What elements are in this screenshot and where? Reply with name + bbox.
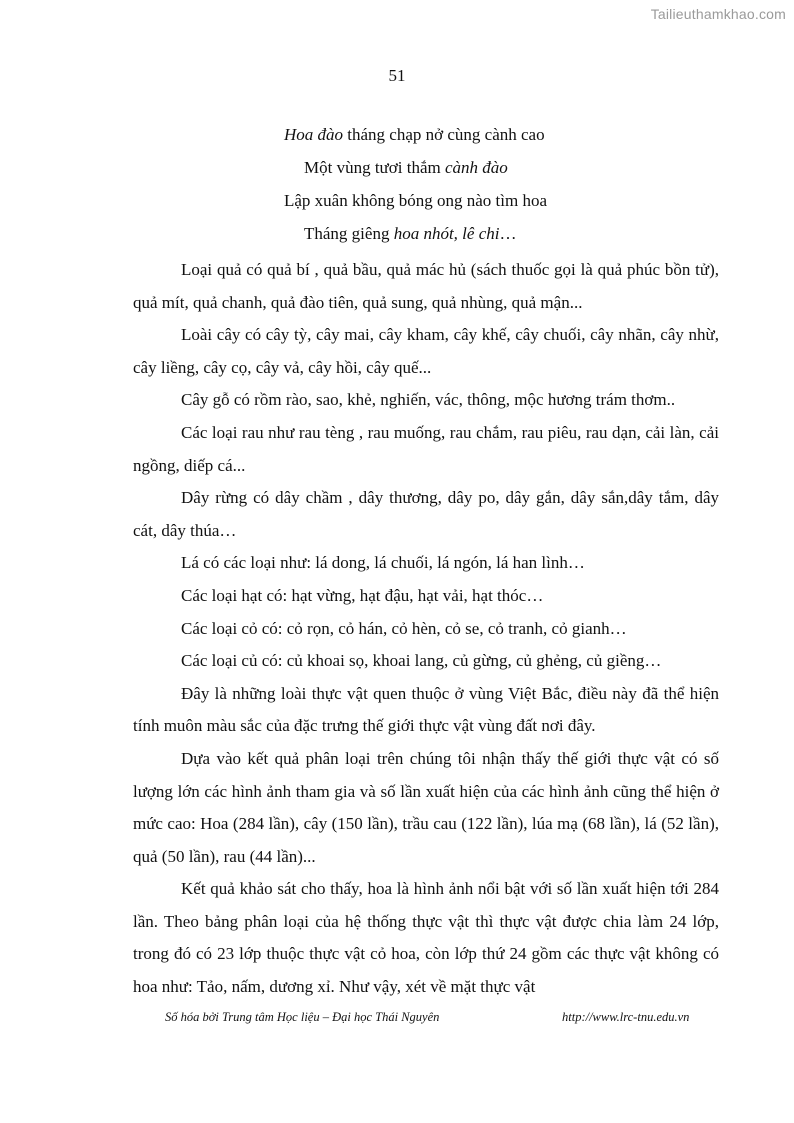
poem-line-1-rest: tháng chạp nở cùng cành cao xyxy=(343,125,545,144)
paragraph-summary: Đây là những loài thực vật quen thuộc ở vùng Việt Bắc, điều này đã thể hiện tính muôn màu sắc của đặc trưng thế giới thực vật vùng đất nơi đây. xyxy=(133,683,719,736)
paragraph-trees: Loài cây có cây tỳ, cây mai, cây kham, cây khế, cây chuối, cây nhãn, cây nhừ, cây liềng, cây cọ, cây vả, cây hồi, cây quế... xyxy=(133,325,719,377)
watermark: Tailieuthamkhao.com xyxy=(650,6,786,22)
paragraph-seeds: Các loại hạt có: hạt vừng, hạt đậu, hạt vải, hạt thóc… xyxy=(181,585,544,605)
paragraph-tubers: Các loại củ có: củ khoai sọ, khoai lang, củ gừng, củ ghẻng, củ giềng… xyxy=(181,651,662,671)
paragraph-leaves: Lá có các loại như: lá dong, lá chuối, lá ngón, lá han lình… xyxy=(181,553,585,573)
poem-line-4 xyxy=(304,221,516,247)
poem-line-2 xyxy=(304,155,508,181)
paragraph-timber: Cây gỗ có rồm rào, sao, khẻ, nghiến, vác, thông, mộc hương trám thơm.. xyxy=(181,390,676,410)
poem-line-3: Lập xuân không bóng ong nào tìm hoa xyxy=(284,191,547,210)
paragraph-survey: Kết quả khảo sát cho thấy, hoa là hình ảnh nổi bật với số lần xuất hiện tới 284 lần. Theo bảng phân loại của hệ thống thực vật thì thực vật được chia làm 24 lớp, trong đó có 23 lớp thuộc thực vật cỏ hoa, còn lớp thứ 24 gồm các thực vật không có hoa như: Tảo, nấm, dương xỉ. Như vậy, xét về mặt thực vật xyxy=(133,879,719,997)
paragraph-statistics: Dựa vào kết quả phân loại trên chúng tôi nhận thấy thế giới thực vật có số lượng lớn các hình ảnh tham gia và số lần xuất hiện của các hình ảnh cũng thể hiện ở mức cao: Hoa (284 lần), cây (150 lần), trầu cau (122 lần), lúa mạ (68 lần), lá (52 lần), quả (50 lần), rau (44 lần)... xyxy=(133,748,719,866)
poem-line-4-italic: hoa nhót, lê chi xyxy=(393,224,500,243)
poem-line-4-start: Tháng giêng xyxy=(304,224,394,243)
paragraph-grasses: Các loại cỏ có: cỏ rọn, cỏ hán, cỏ hèn, cỏ se, cỏ tranh, cỏ gianh… xyxy=(181,618,627,638)
poem-line-1-italic: Hoa đào xyxy=(284,125,344,144)
page-number: 51 xyxy=(388,66,406,85)
paragraph-vines: Dây rừng có dây chầm , dây thương, dây po, dây gắn, dây sắn,dây tắm, dây cát, dây thúa… xyxy=(133,488,719,540)
paragraph-vegetables: Các loại rau như rau tèng , rau muống, rau chắm, rau piêu, rau dạn, cải làn, cải ngồng, diếp cá... xyxy=(133,422,719,475)
poem-line-2-italic: cành đào xyxy=(444,158,508,177)
paragraph-fruits: Loại quả có quả bí , quả bầu, quả mác hủ (sách thuốc gọi là quả phúc bồn tử), quả mít, quả chanh, quả đào tiên, quả sung, quả nhùng, quả mận... xyxy=(133,260,719,312)
body-text xyxy=(133,254,719,1004)
poem-line-4-end: … xyxy=(499,224,517,243)
footer-source: Số hóa bởi Trung tâm Học liệu – Đại học Thái Nguyên xyxy=(165,1010,440,1024)
poem-line-2-start: Một vùng tươi thắm xyxy=(304,158,445,177)
footer-url[interactable]: http://www.lrc-tnu.edu.vn xyxy=(562,1010,690,1024)
poem-line-1 xyxy=(284,122,545,148)
